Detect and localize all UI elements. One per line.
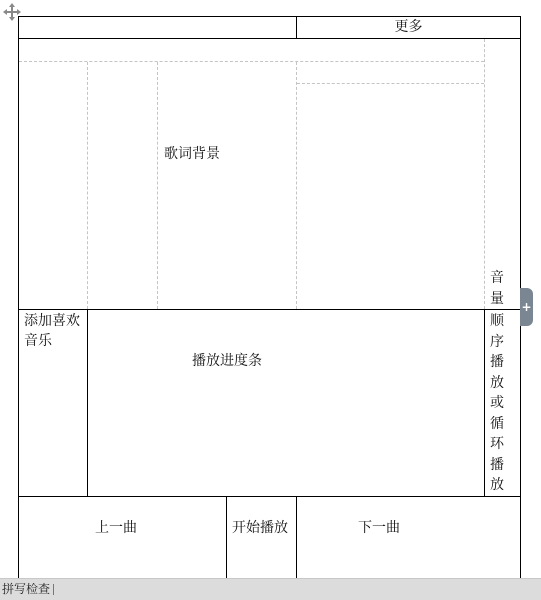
more-cell[interactable]: 更多 bbox=[394, 19, 423, 35]
lyrics-background-cell[interactable]: 歌词背景 bbox=[164, 146, 220, 162]
table-row-divider bbox=[18, 38, 521, 39]
start-play-cell[interactable] bbox=[232, 518, 294, 539]
spell-check-label[interactable]: 拼写检查 bbox=[2, 582, 51, 596]
play-mode-cell[interactable]: 顺序播放或循环播放 bbox=[490, 313, 504, 493]
table-row-divider bbox=[18, 309, 521, 310]
side-panel-expand-tab[interactable] bbox=[520, 288, 533, 326]
table-col-divider bbox=[226, 496, 227, 578]
add-favorite-cell[interactable] bbox=[24, 311, 86, 351]
table-move-handle-icon[interactable] bbox=[2, 2, 22, 22]
table-row-divider bbox=[18, 496, 521, 497]
volume-cell[interactable]: 音量 bbox=[490, 270, 504, 307]
table-gridline bbox=[19, 61, 484, 62]
table-gridline bbox=[484, 39, 485, 309]
table-col-divider bbox=[296, 496, 297, 578]
start-play-label: 开始播放 bbox=[232, 520, 288, 536]
add-favorite-label: 添加喜欢音乐 bbox=[24, 313, 80, 349]
progress-bar-cell[interactable]: 播放进度条 bbox=[192, 353, 262, 369]
table-gridline bbox=[87, 62, 88, 309]
plus-icon: + bbox=[521, 300, 532, 314]
previous-track-cell[interactable]: 上一曲 bbox=[95, 520, 137, 536]
table-gridline bbox=[297, 83, 484, 84]
table-gridline bbox=[296, 62, 297, 309]
table-col-divider bbox=[484, 309, 485, 496]
status-bar bbox=[0, 578, 541, 600]
next-track-cell[interactable]: 下一曲 bbox=[358, 520, 400, 536]
table-col-divider bbox=[87, 309, 88, 496]
status-separator bbox=[53, 584, 54, 595]
table-gridline bbox=[157, 62, 158, 309]
table-border-left bbox=[18, 16, 19, 578]
